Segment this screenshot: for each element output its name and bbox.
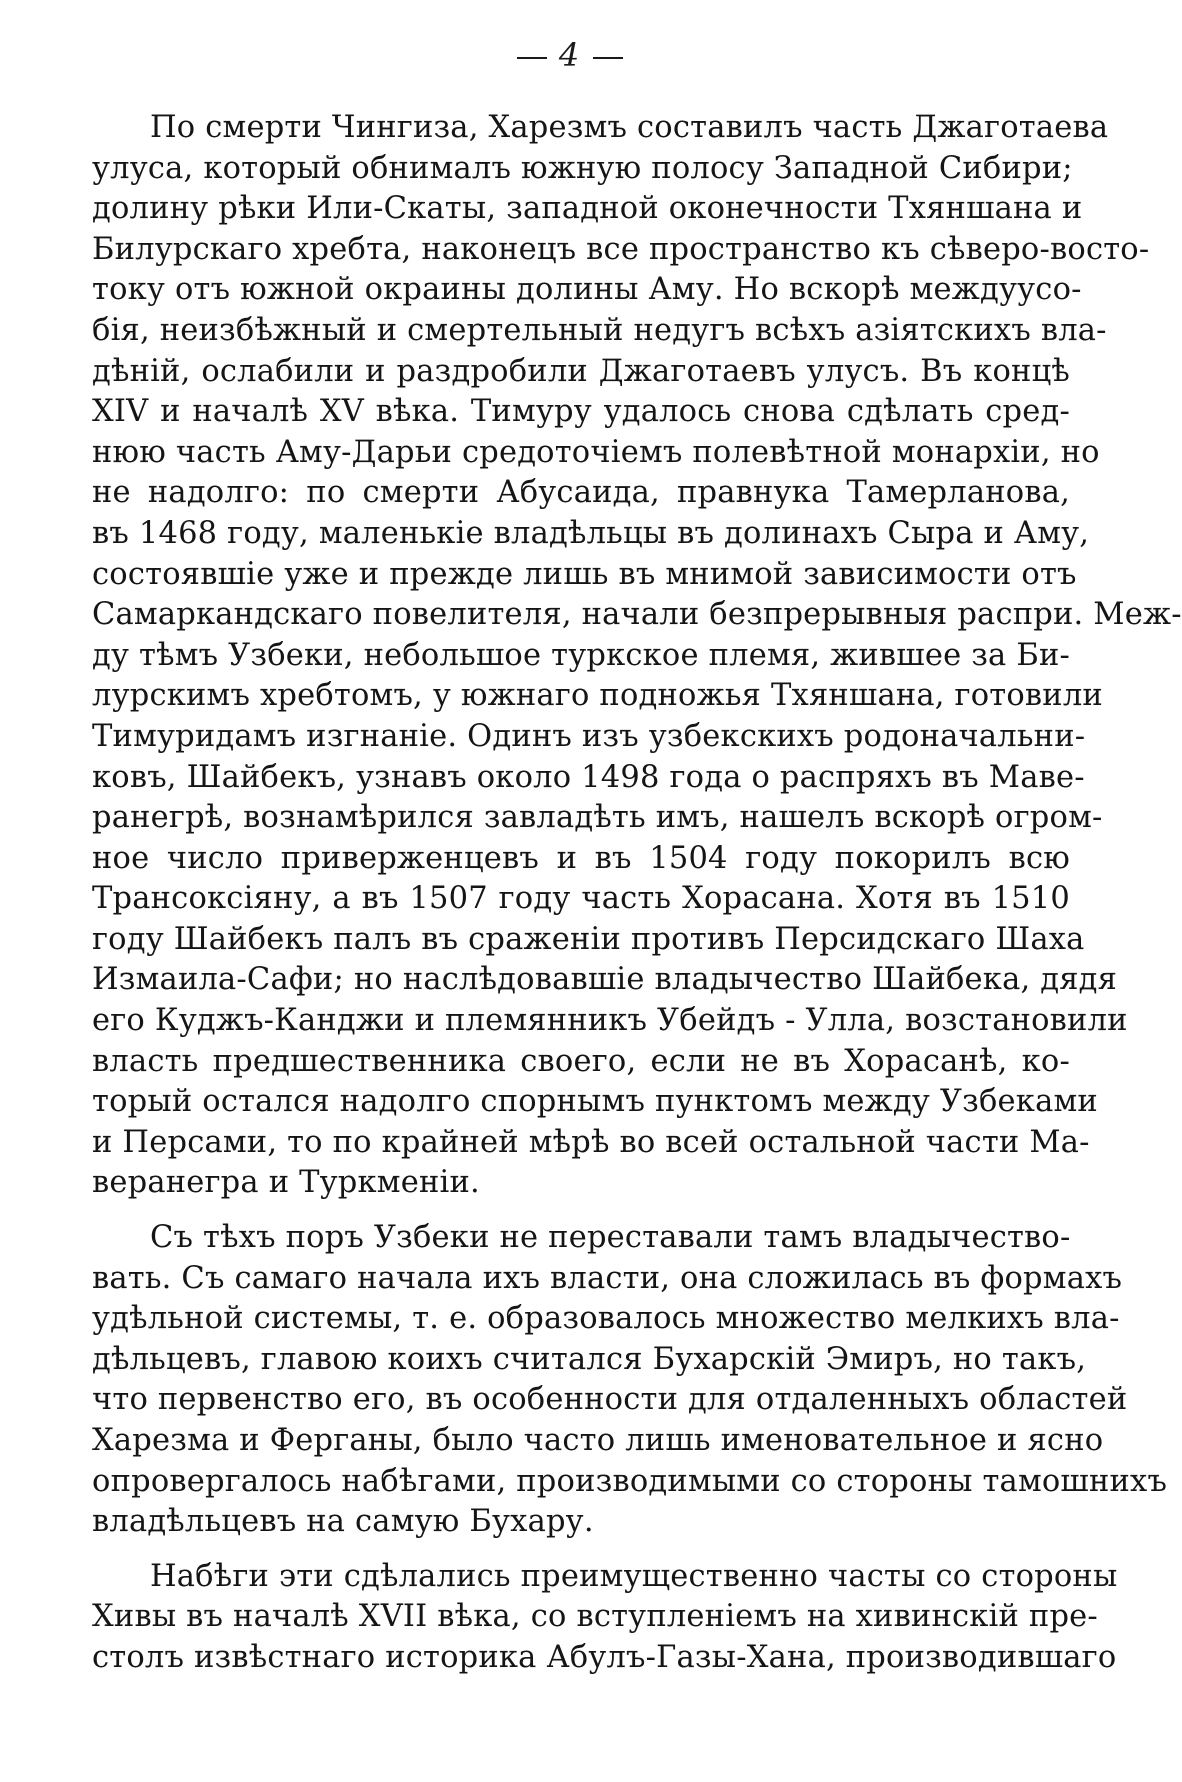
text-line: власть предшественника своего, если не въ Хорасанѣ, ко- xyxy=(92,1043,1070,1079)
text-line: столъ извѣстнаго историка Абулъ-Газы-Хана, производившаго xyxy=(92,1639,1117,1675)
text-line: нюю часть Аму-Дарьи средоточіемъ полевѣтной монархіи, но xyxy=(92,434,1100,470)
text-line: вать. Съ самаго начала ихъ власти, она сложилась въ формахъ xyxy=(92,1260,1123,1296)
page-number xyxy=(0,36,1140,74)
paragraph-gap xyxy=(92,1204,1070,1218)
text-line: ду тѣмъ Узбеки, небольшое туркское племя, жившее за Би- xyxy=(92,637,1070,673)
page-number-dash-left xyxy=(517,57,547,59)
text-line: Билурскаго хребта, наконецъ все пространство къ сѣверо-восто- xyxy=(92,231,1150,267)
page-number-value: 4 xyxy=(558,36,582,74)
text-line: дѣльцевъ, главою коихъ считался Бухарскій Эмиръ, но такъ, xyxy=(92,1341,1087,1377)
text-line: вeранегра и Туркменіи. xyxy=(92,1165,480,1201)
text-line: въ 1468 году, маленькіе владѣльцы въ долинахъ Сыра и Аму, xyxy=(92,515,1090,551)
paragraph-2 xyxy=(92,1218,1168,1543)
text-line: его Куджъ-Канджи и племянникъ Убейдъ - Улла, возстановили xyxy=(92,1003,1128,1039)
text-line: Трансоксіяну, а въ 1507 году часть Хорасана. Хотя въ 1510 xyxy=(92,881,1070,917)
text-line: ковъ, Шайбекъ, узнавъ около 1498 года о распряхъ въ Мавe- xyxy=(92,759,1085,795)
text-line: дѣній, ослабили и раздробили Джаготаевъ улусъ. Въ концѣ xyxy=(92,353,1070,389)
text-line: лурскимъ хребтомъ, у южнаго подножья Тхяншана, готовили xyxy=(92,678,1103,714)
text-line: Измаила-Сафи; но наслѣдовавшіе владычество Шайбека, дядя xyxy=(92,962,1118,998)
text-line: Набѣги эти сдѣлались преимущественно часты со стороны xyxy=(150,1558,1118,1594)
paragraph-3 xyxy=(92,1557,1118,1679)
text-line: торый остался надолго спорнымъ пунктомъ между Узбеками xyxy=(92,1084,1098,1120)
text-line: току отъ южной окраины долины Аму. Но вскорѣ междуусо- xyxy=(92,272,1082,308)
paragraph-gap xyxy=(92,1543,1070,1557)
text-line: удѣльной системы, т. е. образовалось множество мелкихъ вла- xyxy=(92,1301,1120,1337)
text-line: Тимуридамъ изгнаніе. Одинъ изъ узбекскихъ родоначальни- xyxy=(92,718,1086,754)
text-line: владѣльцевъ на самую Бухару. xyxy=(92,1504,594,1540)
page-number-dash-right xyxy=(593,57,623,59)
text-line: бія, неизбѣжный и смертельный недугъ всѣхъ азіятскихъ вла- xyxy=(92,312,1107,348)
text-line: Съ тѣхъ поръ Узбеки не переставали тамъ владычество- xyxy=(150,1220,1071,1256)
text-line: не надолго: по смерти Абусаида, правнука Тамерланова, xyxy=(92,475,1070,511)
text-line: и Персами, то по крайней мѣрѣ во всей остальной части Ма- xyxy=(92,1124,1090,1160)
text-line: По смерти Чингиза, Харезмъ составилъ часть Джаготаева xyxy=(150,110,1109,145)
text-line: состоявшіе уже и прежде лишь въ мнимой зависимости отъ xyxy=(92,556,1077,592)
text-line: что первенство его, въ особенности для отдаленныхъ областей xyxy=(92,1382,1128,1418)
text-line: долину рѣки Или-Скаты, западной оконечности Тхяншана и xyxy=(92,191,1083,227)
text-line: ранегрѣ, вознамѣрился завладѣть имъ, нашелъ вскорѣ огром- xyxy=(92,800,1103,836)
text-line: улуса, который обнималъ южную полосу Западной Сибири; xyxy=(92,150,1073,186)
body-text xyxy=(92,108,1182,1679)
text-line: опровергалось набѣгами, производимыми со стороны тамошнихъ xyxy=(92,1463,1168,1499)
text-line: году Шайбекъ палъ въ сраженіи противъ Персидскаго Шаха xyxy=(92,921,1085,957)
text-line: Харезма и Ферганы, было часто лишь именовательное и ясно xyxy=(92,1423,1104,1458)
text-line: ное число приверженцевъ и въ 1504 году покорилъ всю xyxy=(92,840,1070,876)
text-line: Хивы въ началѣ XVII вѣка, со вступленіемъ на хивинскій пре- xyxy=(92,1599,1098,1635)
paragraph-1 xyxy=(92,108,1182,1204)
text-line: XIV и началѣ XV вѣка. Тимуру удалось снова сдѣлать сред- xyxy=(92,394,1070,430)
text-line: Самаркандскаго повелителя, начали безпрерывныя распри. Меж- xyxy=(92,597,1182,633)
